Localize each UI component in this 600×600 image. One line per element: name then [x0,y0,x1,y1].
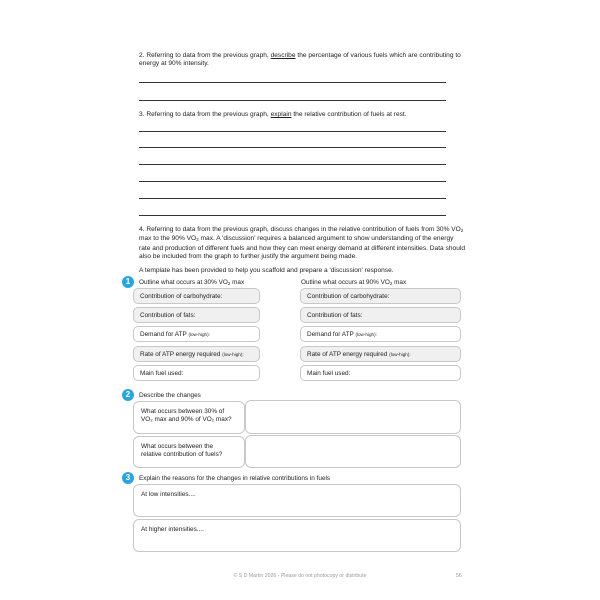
answer-line[interactable] [139,147,446,148]
explain-reasons-heading: Explain the reasons for the changes in relative contributions in fuels [139,475,331,482]
answer-box-30-row[interactable] [133,326,260,342]
template-intro: A template has been provided to help you scaffold and prepare a 'discussion' response. [139,267,394,274]
question-2-keyword: describe [270,52,296,59]
prompt-30-90-vo2max [133,401,245,434]
row-label: Contribution of fats: [307,312,363,319]
row-label: Rate of ATP energy required [307,351,390,358]
answer-box-90-row[interactable] [300,365,461,381]
answer-line[interactable] [139,181,446,182]
answer-box-high-intensities[interactable] [133,519,461,552]
answer-line[interactable] [139,82,446,83]
subscript: 2 [196,237,199,243]
step-1-badge: 1 [122,276,134,288]
row-note: (low-high): [222,352,244,357]
answer-box-90-row[interactable] [300,307,461,323]
answer-box-low-intensities[interactable] [133,484,461,517]
outline-90-heading [301,279,406,286]
answer-box-30-row[interactable] [133,365,260,381]
page-number: 56 [456,573,462,579]
question-3-number: 3. [139,111,145,118]
question-3-text-a: Referring to data from the previous graph, [144,111,271,118]
subscript: 2 [389,281,393,286]
row-note: (low-high): [355,332,377,337]
describe-changes-heading: Describe the changes [139,392,201,399]
row-note: (low-high): [188,332,210,337]
answer-box-30-row[interactable] [133,346,260,362]
question-3-text-b: the relative contribution of fuels at rest. [291,111,407,118]
question-4-text-c: max. A 'discussion' requires a balanced argument to show understanding of the energy rate and production of different fuels and how they can meet energy demand at different intensities. Data should also be included from the graph to further justify the argument being made. [139,235,465,261]
answer-line[interactable] [139,164,446,165]
answer-box-90-row[interactable] [300,288,461,304]
question-2-text-a: Referring to data from the previous graph, [144,52,271,59]
outline-30-heading [139,279,244,286]
step-3-badge: 3 [122,472,134,484]
answer-box-30-row[interactable] [133,288,260,304]
question-4-text-b: max to the 90% VO [139,235,197,243]
question-2-text-b: the percentage of various fuels which are contributing to energy at 90% intensity. [139,52,461,68]
row-label: Main fuel used: [140,370,184,377]
copyright-notice: © S D Martin 2026 - Please do not photocopy or distribute [233,573,367,579]
subscript: 2 [460,228,464,233]
question-3 [139,111,465,119]
answer-line[interactable] [139,215,446,216]
question-2 [139,52,465,69]
row-label: Contribution of carbohydrate: [140,293,223,300]
answer-box-90-row[interactable] [300,326,461,342]
row-label: Demand for ATP [140,331,189,338]
answer-line[interactable] [139,131,446,132]
row-label: Rate of ATP energy required [140,351,223,358]
row-label: Contribution of fats: [140,312,196,319]
row-label: Demand for ATP [307,331,356,338]
subscript: 2 [227,281,231,286]
prompt-relative-contribution [133,436,245,468]
step-2-badge: 2 [122,389,134,401]
answer-box-30-row[interactable] [133,307,260,323]
outline-30-heading-text: Outline what occurs at 30% VO [139,279,228,286]
row-label: Main fuel used: [307,370,351,377]
answer-box-vo2max-changes[interactable] [245,400,461,434]
prompt-line: relative contribution of fuels? [141,451,223,458]
question-4-text-a: 4. Referring to data from the previous graph, discuss changes in the relative contribution of fuels from 30% VO [139,226,461,233]
question-3-keyword: explain [270,111,292,118]
prompt-line: What occurs between the [141,443,214,450]
outline-90-heading-suffix: max [392,279,407,286]
prompt-line: VO₂ max and 90% of VO₂ max? [141,416,232,423]
prompt-line: What occurs between 30% of [141,408,225,415]
outline-30-heading-suffix: max [230,279,245,286]
outline-90-heading-text: Outline what occurs at 90% VO [301,279,390,286]
row-note: (low-high): [389,352,411,357]
row-label: Contribution of carbohydrate: [307,293,390,300]
answer-line[interactable] [139,198,446,199]
answer-line[interactable] [139,100,446,101]
question-4 [139,226,465,262]
question-2-number: 2. [139,52,145,59]
answer-box-90-row[interactable] [300,346,461,362]
high-intensities-label: At higher intensities.... [141,526,204,533]
low-intensities-label: At low intensities.... [141,491,196,498]
answer-box-fuel-contribution[interactable] [245,435,461,468]
